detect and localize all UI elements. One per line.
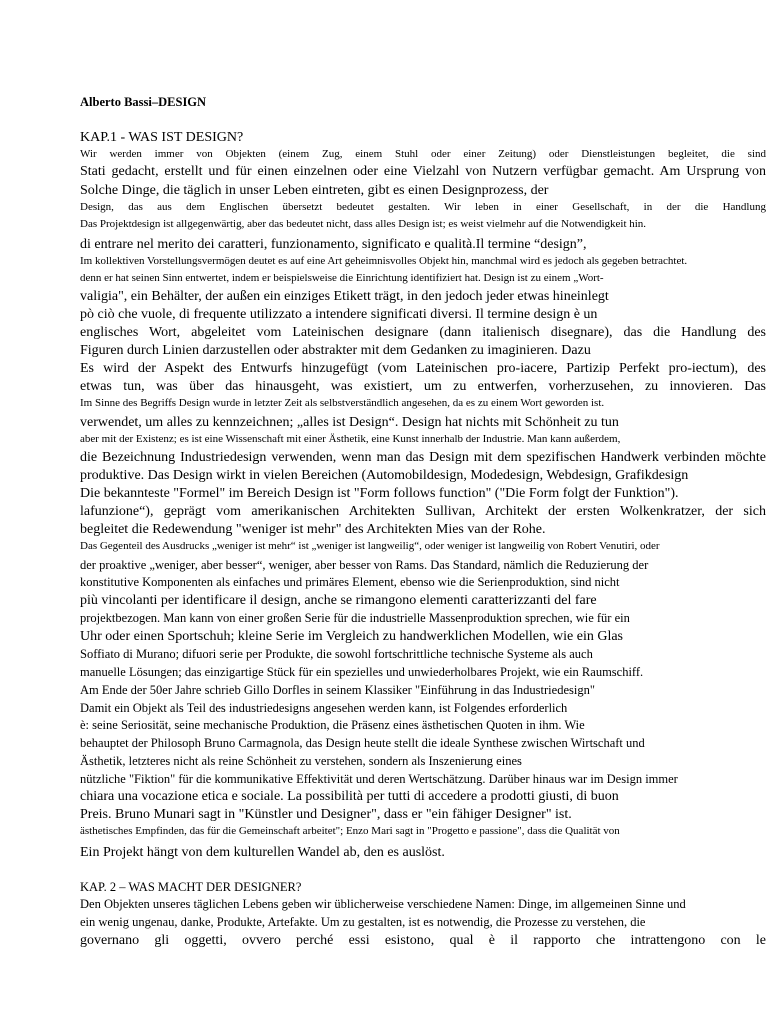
text-line: Im kollektiven Vorstellungsvermögen deutet es auf eine Art geheimnisvolles Objekt hin, manchmal wird es jedoch als gegeben betrachtet. bbox=[80, 255, 688, 267]
text-line: di entrare nel merito dei caratteri, funzionamento, significato e qualità.Il termine “design”, bbox=[80, 237, 587, 252]
text-line: Figuren durch Linien darzustellen oder abstrakter mit dem Gedanken zu imaginieren. Dazu bbox=[80, 343, 591, 358]
chapter-2-heading: KAP. 2 – WAS MACHT DER DESIGNER? bbox=[80, 880, 302, 894]
text-line: Es wird der Aspekt des Entwurfs hinzugefügt (vom Lateinischen pro-iacere, Partizip Perfekt pro-iectum), des bbox=[80, 361, 766, 376]
text-line: behauptet der Philosoph Bruno Carmagnola, das Design heute stellt die ideale Synthese zwischen Wirtschaft und bbox=[80, 736, 645, 750]
text-line: Damit ein Objekt als Teil des industriedesigns angesehen werden kann, ist Folgendes erforderlich bbox=[80, 701, 568, 715]
text-line: più vincolanti per identificare il design, anche se rimangono elementi caratterizzanti del fare bbox=[80, 593, 597, 608]
text-line: Stati gedacht, erstellt und für einen einzelnen oder eine Vielzahl von Nutzern verfügbar gemacht. Am Ursprung von bbox=[80, 164, 766, 179]
text-line: konstitutive Komponenten als einfaches und primäres Element, ebenso wie die Serienproduktion, sind nicht bbox=[80, 575, 620, 589]
text-line: Wir werden immer von Objekten (einem Zug, einem Stuhl oder einer Zeitung) oder Dienstleistungen begleitet, die sind bbox=[80, 148, 766, 160]
text-line: der proaktive „weniger, aber besser“, weniger, aber besser von Rams. Das Standard, nämlich die Reduzierung der bbox=[80, 558, 649, 572]
chapter-1-heading: KAP.1 - WAS IST DESIGN? bbox=[80, 130, 244, 145]
text-line: Im Sinne des Begriffs Design wurde in letzter Zeit als selbstverständlich angesehen, da es zu einem Wort geworden ist. bbox=[80, 397, 605, 409]
text-line: Solche Dinge, die täglich in unser Leben eintreten, gibt es einen Designprozess, der bbox=[80, 183, 549, 198]
text-line: pò ciò che vuole, di frequente utilizzato a intendere significati diversi. Il termine design è un bbox=[80, 307, 598, 322]
text-line: Das Projektdesign ist allgegenwärtig, aber das bedeutet nicht, dass alles Design ist; es weist vielmehr auf die Notwendigkeit hin. bbox=[80, 218, 647, 230]
text-line: ästhetisches Empfinden, das für die Gemeinschaft arbeitet"; Enzo Mari sagt in "Progetto e passione", dass die Qualität von bbox=[80, 825, 620, 837]
text-line: denn er hat seinen Sinn entwertet, indem er beispielsweise die Einrichtung identifiziert hat. Design ist zu einem „Wort- bbox=[80, 272, 604, 284]
text-line: Preis. Bruno Munari sagt in "Künstler und Designer", dass er "ein fähiger Designer" ist. bbox=[80, 807, 572, 822]
text-line: Soffiato di Murano; difuori serie per Produkte, die sowohl fortschrittliche technische Systeme als auch bbox=[80, 647, 593, 661]
text-line: begleitet die Redewendung "weniger ist mehr" des Architekten Mies van der Rohe. bbox=[80, 522, 546, 537]
text-line: chiara una vocazione etica e sociale. La possibilità per tutti di accedere a prodotti giusti, di buon bbox=[80, 789, 619, 804]
text-line: etwas tun, was über das hinausgeht, was existiert, um zu entwerfen, vorherzusehen, zu innovieren. Das bbox=[80, 379, 766, 394]
text-line: governano gli oggetti, ovvero perché essi esistono, qual è il rapporto che intrattengono con le bbox=[80, 933, 766, 948]
text-line: Ästhetik, letzteres nicht als reine Schönheit zu verstehen, sondern als Inszenierung eines bbox=[80, 754, 522, 768]
text-line: Den Objekten unseres täglichen Lebens geben wir üblicherweise verschiedene Namen: Dinge, im allgemeinen Sinne und bbox=[80, 897, 686, 911]
text-line: Das Gegenteil des Ausdrucks „weniger ist mehr“ ist „weniger ist langweilig“, oder weniger ist langweilig von Robert Venutiri, oder bbox=[80, 540, 660, 552]
text-line: aber mit der Existenz; es ist eine Wissenschaft mit einer Ästhetik, eine Kunst innerhalb der Industrie. Man kann außerdem, bbox=[80, 433, 621, 445]
text-line: lafunzione“), geprägt vom amerikanischen Architekten Sullivan, Architekt der ersten Wolkenkratzer, der sich bbox=[80, 504, 766, 519]
text-line: Ein Projekt hängt von dem kulturellen Wandel ab, den es auslöst. bbox=[80, 845, 445, 860]
text-line: Design, das aus dem Englischen übersetzt bedeutet gestalten. Wir leben in einer Gesellschaft, in der die Handlung bbox=[80, 201, 766, 213]
text-line: è: seine Seriosität, seine mechanische Produktion, die Präsenz eines ästhetischen Quoten in ihm. Wie bbox=[80, 718, 585, 732]
text-line: valigia", ein Behälter, der außen ein einziges Etikett trägt, in den jedoch jeder etwas hineinlegt bbox=[80, 289, 609, 304]
text-line: Die bekannteste "Formel" im Bereich Design ist "Form follows function" ("Die Form folgt der Funktion"). bbox=[80, 486, 679, 501]
text-line: verwendet, um alles zu kennzeichnen; „alles ist Design“. Design hat nichts mit Schönheit zu tun bbox=[80, 415, 619, 430]
text-line: Uhr oder einen Sportschuh; kleine Serie im Vergleich zu handwerklichen Modellen, wie ein Glas bbox=[80, 629, 623, 644]
text-line: die Bezeichnung Industriedesign verwenden, wenn man das Design mit dem spezifischen Handwerk verbinden möchte bbox=[80, 450, 766, 465]
text-line: produktive. Das Design wirkt in vielen Bereichen (Automobildesign, Modedesign, Webdesign, Grafikdesign bbox=[80, 468, 689, 483]
text-line: Am Ende der 50er Jahre schrieb Gillo Dorfles in seinem Klassiker "Einführung in das Industriedesign" bbox=[80, 683, 595, 697]
text-line: ein wenig ungenau, danke, Produkte, Artefakte. Um zu gestalten, ist es notwendig, die Prozesse zu verstehen, die bbox=[80, 915, 646, 929]
text-line: nützliche "Fiktion" für die kommunikative Effektivität und deren Wertschätzung. Darüber hinaus war im Design immer bbox=[80, 772, 678, 786]
text-line: projektbezogen. Man kann von einer großen Serie für die industrielle Massenproduktion sprechen, wie für ein bbox=[80, 611, 630, 625]
text-line: manuelle Lösungen; das einzigartige Stück für ein spezielles und unwiederholbares Projekt, wie ein Raumschiff. bbox=[80, 665, 644, 679]
document-title: Alberto Bassi–DESIGN bbox=[80, 95, 207, 109]
text-line: englisches Wort, abgeleitet vom Lateinischen designare (dann italienisch disegnare), das die Handlung des bbox=[80, 325, 766, 340]
